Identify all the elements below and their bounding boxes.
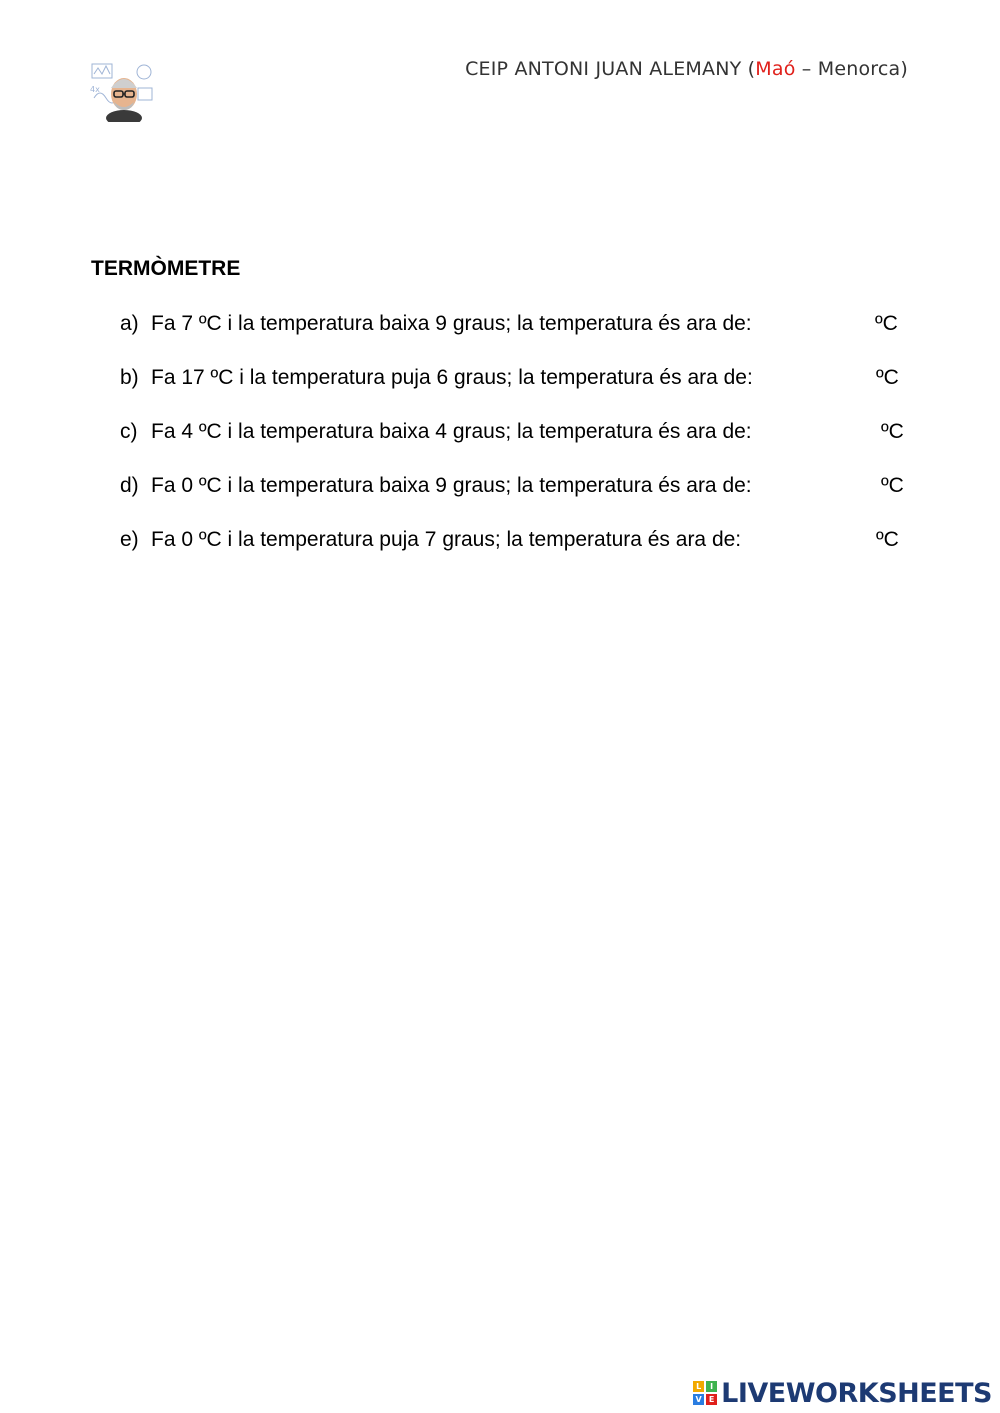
- badge-letter: E: [706, 1394, 717, 1405]
- question-letter: d): [120, 474, 139, 497]
- question-c: [120, 420, 920, 450]
- worksheet-title: TERMÒMETRE: [91, 257, 241, 280]
- question-text: Fa 4 ºC i la temperatura baixa 4 graus; la temperatura és ara de:: [151, 420, 752, 443]
- region-name: – Menorca): [795, 58, 908, 80]
- badge-letter: L: [693, 1381, 704, 1392]
- live-badge-icon: [693, 1381, 717, 1405]
- question-letter: e): [120, 528, 139, 551]
- brand-name: LIVEWORKSHEETS: [721, 1377, 992, 1409]
- answer-unit: ºC: [876, 366, 899, 389]
- question-text: Fa 17 ºC i la temperatura puja 6 graus; la temperatura és ara de:: [151, 366, 753, 389]
- answer-unit: ºC: [875, 312, 898, 335]
- teacher-avatar-logo: [88, 58, 160, 122]
- school-name: CEIP ANTONI JUAN ALEMANY (: [465, 58, 756, 80]
- badge-letter: V: [693, 1394, 704, 1405]
- svg-text:4x: 4x: [90, 85, 100, 94]
- question-b: [120, 366, 920, 396]
- badge-letter: I: [706, 1381, 717, 1392]
- question-letter: a): [120, 312, 139, 335]
- school-header: [465, 58, 908, 80]
- answer-unit: ºC: [876, 528, 899, 551]
- question-text: Fa 0 ºC i la temperatura puja 7 graus; la temperatura és ara de:: [151, 528, 742, 551]
- question-e: [120, 528, 920, 558]
- liveworksheets-logo: [693, 1375, 992, 1411]
- question-letter: b): [120, 366, 139, 389]
- question-text: Fa 0 ºC i la temperatura baixa 9 graus; la temperatura és ara de:: [151, 474, 752, 497]
- question-letter: c): [120, 420, 138, 443]
- answer-unit: ºC: [881, 420, 904, 443]
- question-text: Fa 7 ºC i la temperatura baixa 9 graus; la temperatura és ara de:: [151, 312, 752, 335]
- question-a: [120, 312, 920, 342]
- city-name: Maó: [755, 58, 796, 80]
- answer-unit: ºC: [881, 474, 904, 497]
- question-d: [120, 474, 920, 504]
